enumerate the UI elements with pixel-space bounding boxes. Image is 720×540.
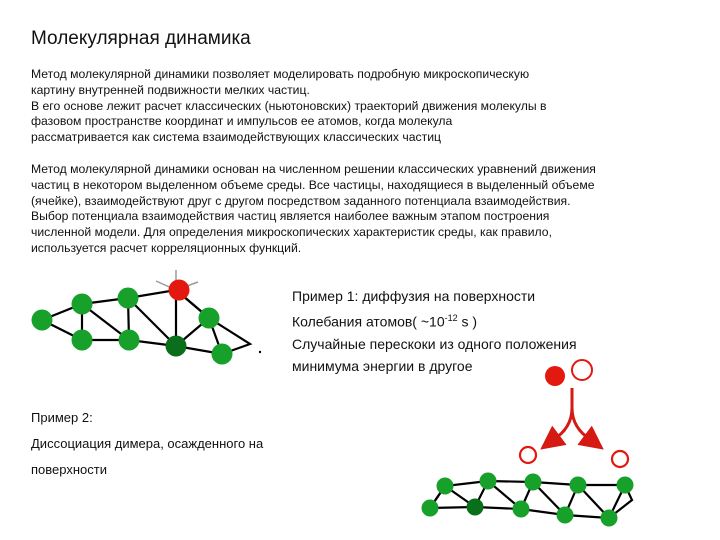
atom [199, 308, 220, 329]
atom [601, 510, 618, 527]
atom [119, 330, 140, 351]
example2-line: Диссоциация димера, осажденного на [31, 436, 264, 451]
method-line: используется расчет корреляционных функций. [31, 240, 302, 255]
method-line: Метод молекулярной динамики основан на численном решении классических уравнений движения [31, 162, 596, 176]
atom [617, 477, 634, 494]
example2-heading: Пример 2: [31, 410, 93, 425]
method-line: численной модели. Для определения микроскопических характеристик среды, как правило, [31, 225, 552, 240]
atom [437, 478, 454, 495]
dimer [520, 360, 628, 467]
atom [72, 294, 93, 315]
adatom-red [169, 280, 190, 301]
atom [118, 288, 139, 309]
atom [72, 330, 93, 351]
hops-line: Случайные перескоки из одного положения [292, 335, 577, 352]
intro-line: рассматривается как система взаимодействующих классических частиц [31, 130, 441, 145]
dissociated-atom-left [520, 447, 536, 463]
atom [166, 336, 187, 357]
atom [557, 507, 574, 524]
surface-atoms-2 [422, 473, 634, 527]
atom [32, 310, 53, 331]
atom [525, 474, 542, 491]
slide-title: Молекулярная динамика [31, 28, 251, 49]
atom [422, 500, 439, 517]
example2-line-2: поверхности [31, 462, 107, 477]
atom [467, 499, 484, 516]
oscillation-exponent: -12 [444, 313, 458, 323]
dimer-atom [572, 360, 592, 380]
method-line: (ячейке), взаимодействуют друг с другом посредством заданного потенциала взаимодействия. [31, 193, 571, 208]
intro-line: фазовом пространстве координат и импульсов ее атомов, когда молекула [31, 114, 453, 129]
dissociated-atom-right [612, 451, 628, 467]
intro-line: В его основе лежит расчет классических (ньютоновских) траекторий движения молекулы в [31, 98, 547, 113]
surface-atoms-1 [32, 288, 233, 365]
example1-heading: Пример 1: диффузия на поверхности [292, 288, 536, 304]
method-line: частиц в некотором выделенном объеме среды. Все частицы, находящиеся в выделенный объеме [31, 177, 595, 192]
oscillation-suffix: s ) [457, 313, 478, 330]
atom [212, 344, 233, 365]
oscillation-prefix: Колебания атомов( ~10 [292, 313, 445, 330]
dimer-atom [545, 366, 565, 386]
method-line: Выбор потенциала взаимодействия частиц является наиболее важным этапом построения [31, 209, 550, 224]
intro-line: Метод молекулярной динамики позволяет моделировать подробную микроскопическую [31, 67, 530, 81]
atom [570, 477, 587, 494]
hops-line-2: минимума энергии в другое [292, 357, 473, 374]
atom [480, 473, 497, 490]
atom [513, 501, 530, 518]
intro-line: картину внутренней подвижности мелких частиц. [31, 82, 310, 97]
